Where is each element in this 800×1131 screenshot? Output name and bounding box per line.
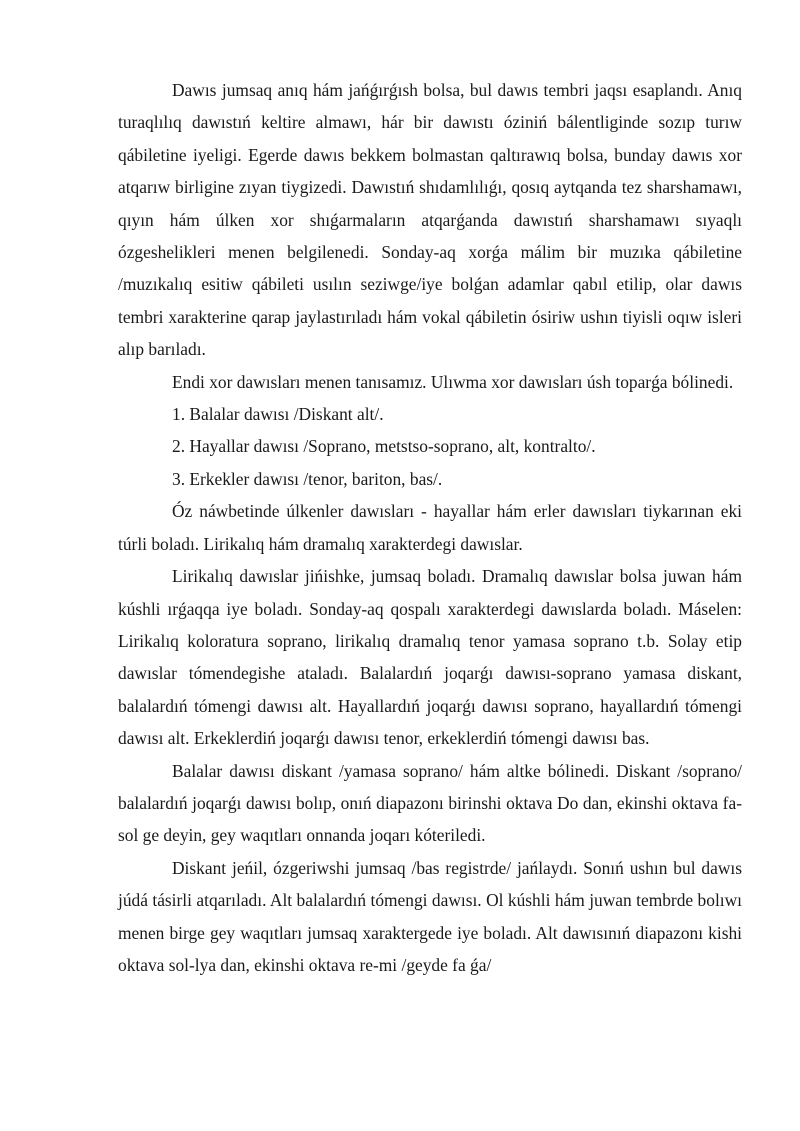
list-item-men-voice: 3. Erkekler dawısı /tenor, bariton, bas/.: [172, 468, 443, 489]
paragraph-children-diskant: Balalar dawısı diskant /yamasa soprano/ hám altke bólinedi. Diskant /soprano/ balalardıń joqarǵı dawısı bolıp, onıń diapazonı birinshi oktava Do dan, ekinshi oktava fa-sol ge deyin, gey waqıtları onnanda joqarı kóteriledi.: [118, 760, 742, 846]
paragraph-diskant-alt: Diskant jeńil, ózgeriwshi jumsaq /bas registrde/ jańlaydı. Sonıń ushın bul dawıs júdá tásirli atqarıladı. Alt balalardıń tómengi dawısı. Ol kúshli hám juwan tembrde bolıwı menen birge gey waqıtları jumsaq xaraktergede iye boladı. Alt dawısınıń diapazonı kishi oktava sol-lya dan, ekinshi oktava re-mi /geyde fa ǵa/: [118, 857, 742, 975]
paragraph-choir-voices-intro: Endi xor dawısları menen tanısamız. Ulıwma xor dawısları úsh toparǵa bólinedi.: [172, 371, 734, 392]
list-item-children-voice: 1. Balalar dawısı /Diskant alt/.: [172, 404, 384, 425]
list-item-women-voice: 2. Hayallar dawısı /Soprano, metstso-soprano, alt, kontralto/.: [172, 436, 596, 457]
paragraph-lyric-dramatic: Lirikalıq dawıslar jińishke, jumsaq boladı. Dramalıq dawıslar bolsa juwan hám kúshli ırǵaqqa iye boladı. Sonday-aq qospalı xarakterdegi dawıslarda boladı. Máselen: Lirikalıq koloratura soprano, lirikalıq dramalıq tenor yamasa soprano t.b. Solay etip dawıslar tómendegishe ataladı. Balalardıń joqarǵı dawısı-soprano yamasa diskant, balalardıń tómengi dawısı alt. Hayallardıń joqarǵı dawısı soprano, hayallardıń tómengi dawısı alt. Erkeklerdiń joqarǵı dawısı tenor, erkeklerdiń tómengi dawısı bas.: [118, 566, 742, 749]
paragraph-adult-voices: Óz náwbetinde úlkenler dawısları - hayallar hám erler dawısları tiykarınan eki túrli boladı. Lirikalıq hám dramalıq xarakterdegi dawıslar.: [118, 501, 742, 554]
document-body: [118, 74, 742, 981]
paragraph-voice-timbre: Dawıs jumsaq anıq hám jańǵırǵısh bolsa, bul dawıs tembri jaqsı esaplandı. Anıq turaqlılıq dawıstıń keltire almawı, hár bir dawıstı óziniń bálentliginde sozıp turıw qábiletine iyeligi. Egerde dawıs bekkem bolmastan qaltırawıq bolsa, bunday dawıs xor atqarıw birligine zıyan tiygizedi. Dawıstıń shıdamlılıǵı, qosıq aytqanda tez sharshamawı, qıyın hám úlken xor shıǵarmaların atqarǵanda dawıstıń sharshamawı sıyaqlı ózgeshelikleri menen belgilenedi. Sonday-aq xorǵa málim bir muzıka qábiletine /muzıkalıq esitiw qábileti usılın seziwge/iye bolǵan adamlar qabıl etilip, olar dawıs tembri xarakterine qarap jaylastırıladı hám vokal qábiletin ósiriw ushın tiyisli oqıw isleri alıp barıladı.: [118, 80, 742, 360]
